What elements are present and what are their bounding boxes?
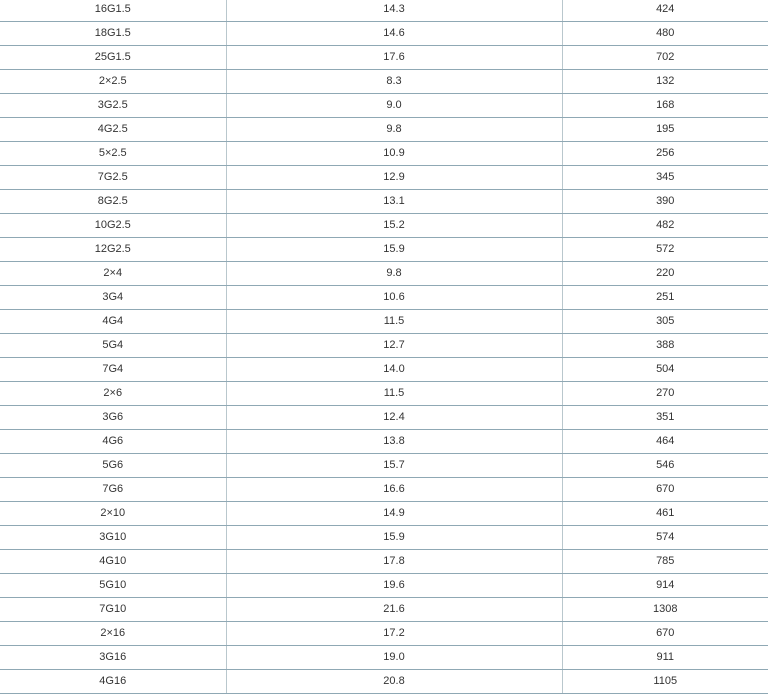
cross-section-cell: 12G2.5 — [0, 238, 226, 262]
table-row — [0, 190, 768, 214]
cross-section-cell: 3G10 — [0, 526, 226, 550]
table-row — [0, 286, 768, 310]
table-row — [0, 310, 768, 334]
weight-cell: 270 — [562, 382, 768, 406]
table-row — [0, 118, 768, 142]
weight-cell: 670 — [562, 478, 768, 502]
table-row — [0, 358, 768, 382]
table-row — [0, 406, 768, 430]
diameter-cell: 11.5 — [226, 382, 562, 406]
cross-section-cell: 18G1.5 — [0, 22, 226, 46]
weight-cell: 1308 — [562, 598, 768, 622]
cross-section-cell: 7G4 — [0, 358, 226, 382]
cross-section-cell: 2×16 — [0, 622, 226, 646]
weight-cell: 345 — [562, 166, 768, 190]
table-row — [0, 94, 768, 118]
table-row — [0, 214, 768, 238]
table-row — [0, 334, 768, 358]
diameter-cell: 14.6 — [226, 22, 562, 46]
diameter-cell: 21.6 — [226, 598, 562, 622]
diameter-cell: 10.9 — [226, 142, 562, 166]
weight-cell: 132 — [562, 70, 768, 94]
diameter-cell: 20.8 — [226, 670, 562, 694]
table-row — [0, 0, 768, 22]
diameter-cell: 17.6 — [226, 46, 562, 70]
table-row — [0, 262, 768, 286]
table-row — [0, 598, 768, 622]
diameter-cell: 9.8 — [226, 118, 562, 142]
table-row — [0, 454, 768, 478]
weight-cell: 220 — [562, 262, 768, 286]
diameter-cell: 12.9 — [226, 166, 562, 190]
diameter-cell: 9.0 — [226, 94, 562, 118]
cross-section-cell: 4G6 — [0, 430, 226, 454]
diameter-cell: 8.3 — [226, 70, 562, 94]
table-row — [0, 670, 768, 694]
weight-cell: 546 — [562, 454, 768, 478]
table-row — [0, 550, 768, 574]
cross-section-cell: 7G10 — [0, 598, 226, 622]
weight-cell: 702 — [562, 46, 768, 70]
cross-section-cell: 2×4 — [0, 262, 226, 286]
table-row — [0, 646, 768, 670]
cross-section-cell: 8G2.5 — [0, 190, 226, 214]
weight-cell: 388 — [562, 334, 768, 358]
table-row — [0, 70, 768, 94]
diameter-cell: 19.0 — [226, 646, 562, 670]
weight-cell: 390 — [562, 190, 768, 214]
cross-section-cell: 5G6 — [0, 454, 226, 478]
table-row — [0, 46, 768, 70]
weight-cell: 670 — [562, 622, 768, 646]
table-row — [0, 166, 768, 190]
diameter-cell: 14.9 — [226, 502, 562, 526]
cross-section-cell: 2×10 — [0, 502, 226, 526]
weight-cell: 464 — [562, 430, 768, 454]
cross-section-cell: 10G2.5 — [0, 214, 226, 238]
table-row — [0, 574, 768, 598]
diameter-cell: 9.8 — [226, 262, 562, 286]
cross-section-cell: 3G4 — [0, 286, 226, 310]
weight-cell: 461 — [562, 502, 768, 526]
weight-cell: 251 — [562, 286, 768, 310]
table-row — [0, 142, 768, 166]
cross-section-cell: 7G6 — [0, 478, 226, 502]
cross-section-cell: 25G1.5 — [0, 46, 226, 70]
diameter-cell: 17.8 — [226, 550, 562, 574]
weight-cell: 911 — [562, 646, 768, 670]
cross-section-cell: 3G2.5 — [0, 94, 226, 118]
cross-section-cell: 16G1.5 — [0, 0, 226, 22]
cross-section-cell: 5G4 — [0, 334, 226, 358]
cross-section-cell: 3G16 — [0, 646, 226, 670]
weight-cell: 504 — [562, 358, 768, 382]
cross-section-cell: 3G6 — [0, 406, 226, 430]
diameter-cell: 14.3 — [226, 0, 562, 22]
weight-cell: 351 — [562, 406, 768, 430]
table-row — [0, 622, 768, 646]
diameter-cell: 12.7 — [226, 334, 562, 358]
weight-cell: 195 — [562, 118, 768, 142]
cross-section-cell: 5×2.5 — [0, 142, 226, 166]
diameter-cell: 15.9 — [226, 238, 562, 262]
diameter-cell: 13.1 — [226, 190, 562, 214]
diameter-cell: 17.2 — [226, 622, 562, 646]
weight-cell: 785 — [562, 550, 768, 574]
table-row — [0, 382, 768, 406]
table-row — [0, 22, 768, 46]
weight-cell: 256 — [562, 142, 768, 166]
weight-cell: 572 — [562, 238, 768, 262]
cross-section-cell: 5G10 — [0, 574, 226, 598]
weight-cell: 914 — [562, 574, 768, 598]
diameter-cell: 14.0 — [226, 358, 562, 382]
diameter-cell: 16.6 — [226, 478, 562, 502]
cross-section-cell: 2×2.5 — [0, 70, 226, 94]
table-row — [0, 502, 768, 526]
weight-cell: 1105 — [562, 670, 768, 694]
weight-cell: 424 — [562, 0, 768, 22]
diameter-cell: 19.6 — [226, 574, 562, 598]
diameter-cell: 12.4 — [226, 406, 562, 430]
diameter-cell: 15.9 — [226, 526, 562, 550]
weight-cell: 480 — [562, 22, 768, 46]
weight-cell: 574 — [562, 526, 768, 550]
cross-section-cell: 4G10 — [0, 550, 226, 574]
table-row — [0, 526, 768, 550]
weight-cell: 305 — [562, 310, 768, 334]
diameter-cell: 10.6 — [226, 286, 562, 310]
table-row — [0, 238, 768, 262]
cross-section-cell: 4G16 — [0, 670, 226, 694]
diameter-cell: 15.7 — [226, 454, 562, 478]
cross-section-cell: 4G4 — [0, 310, 226, 334]
weight-cell: 168 — [562, 94, 768, 118]
diameter-cell: 11.5 — [226, 310, 562, 334]
cross-section-cell: 2×6 — [0, 382, 226, 406]
weight-cell: 482 — [562, 214, 768, 238]
table-row — [0, 430, 768, 454]
cross-section-cell: 7G2.5 — [0, 166, 226, 190]
diameter-cell: 13.8 — [226, 430, 562, 454]
table-row — [0, 478, 768, 502]
diameter-cell: 15.2 — [226, 214, 562, 238]
cross-section-cell: 4G2.5 — [0, 118, 226, 142]
